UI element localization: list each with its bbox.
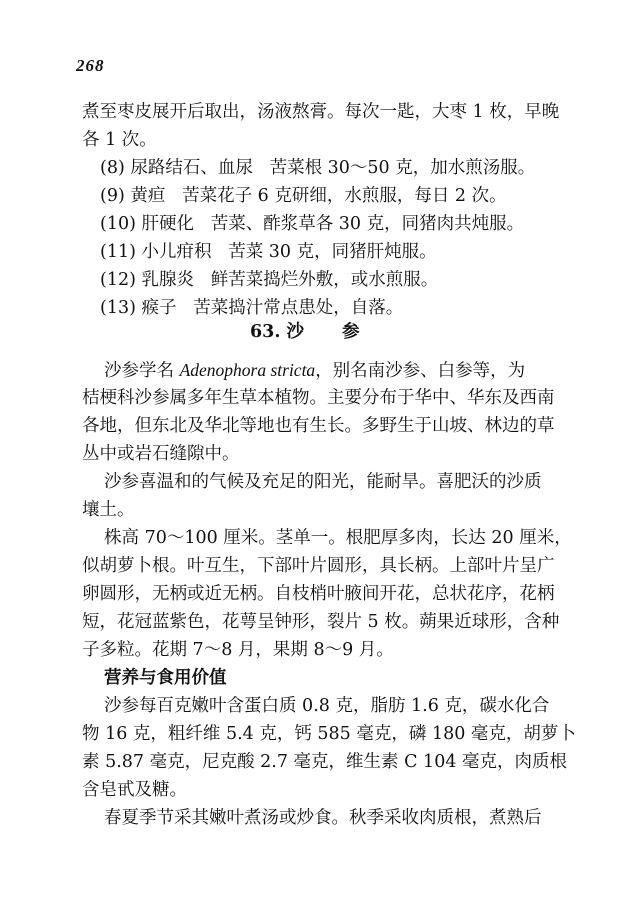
remedy-number: (10) [100, 214, 136, 234]
remedy-number: (12) [100, 270, 136, 290]
paragraph-line: 卵圆形，无柄或近无柄。自枝梢叶腋间开花，总状花序，花柄 [82, 584, 555, 604]
section-title-part2: 参 [342, 322, 360, 342]
paragraph-line: 子多粒。花期 7～8 月，果期 8～9 月。 [82, 640, 394, 660]
remedy-condition: 黄疸 [130, 186, 166, 206]
remedy-text: 苦菜花子 6 克研细，水煎服，每日 2 次。 [182, 186, 507, 206]
remedy-condition: 小儿疳积 [141, 242, 212, 262]
remedy-number: (9) [100, 186, 125, 206]
paragraph-line: 株高 70～100 厘米。茎单一。根肥厚多肉，长达 20 厘米， [104, 528, 572, 548]
remedy-item [82, 266, 582, 294]
latin-name: Adenophora stricta [179, 360, 316, 380]
remedy-item [82, 210, 582, 238]
remedy-text: 苦菜、酢浆草各 30 克，同猪肉共炖服。 [210, 214, 525, 234]
section-title [250, 318, 360, 343]
paragraph-line: 素 5.87 毫克，尼克酸 2.7 毫克，维生素 C 104 毫克，肉质根 [82, 752, 568, 772]
paragraph-line: 沙参喜温和的气候及充足的阳光，能耐旱。喜肥沃的沙质 [104, 472, 542, 492]
paragraph-line: 似胡萝卜根。叶互生，下部叶片圆形，具长柄。上部叶片呈广 [82, 556, 555, 576]
paragraph-line: 壤土。 [82, 500, 135, 520]
continuation-line-2: 各 1 次。 [82, 130, 157, 150]
remedy-item [82, 154, 582, 182]
section-body [82, 356, 582, 832]
paragraph-line: 含皂甙及糖。 [82, 780, 187, 800]
remedy-item [82, 182, 582, 210]
remedy-condition: 瘊子 [141, 298, 177, 318]
subheading: 营养与食用价值 [104, 668, 227, 688]
remedy-text: 苦菜 30 克，同猪肝炖服。 [228, 242, 437, 262]
text-fragment: ，别名南沙参、白参等，为 [315, 361, 526, 381]
paragraph-line: 短，花冠蓝紫色，花萼呈钟形，裂片 5 枚。蒴果近球形，含种 [82, 612, 560, 632]
remedy-condition: 肝硬化 [141, 214, 195, 234]
section-title-part1: 沙 [286, 322, 305, 342]
section-number: 63. [250, 322, 281, 342]
remedy-condition: 尿路结石、血尿 [130, 158, 253, 178]
text-fragment: 沙参学名 [104, 361, 180, 381]
page-number: 268 [76, 56, 105, 75]
paragraph-line [82, 356, 582, 384]
paragraph-line: 春夏季节采其嫩叶煮汤或炒食。秋季采收肉质根，煮熟后 [104, 808, 542, 828]
remedy-text: 苦菜根 30～50 克，加水煎汤服。 [269, 158, 536, 178]
remedy-text: 苦菜捣汁常点患处，自落。 [193, 298, 404, 318]
paragraph-line: 丛中或岩石缝隙中。 [82, 444, 240, 464]
remedy-number: (8) [100, 158, 125, 178]
paragraph-line: 物 16 克，粗纤维 5.4 克，钙 585 毫克，磷 180 毫克，胡萝卜 [82, 724, 576, 744]
paragraph-line: 桔梗科沙参属多年生草本植物。主要分布于华中、华东及西南 [82, 388, 555, 408]
remedy-number: (11) [100, 242, 136, 262]
remedy-condition: 乳腺炎 [141, 270, 195, 290]
continuation-line-1: 煮至枣皮展开后取出，汤液熬膏。每次一匙，大枣 1 枚，早晚 [82, 102, 560, 122]
remedy-number: (13) [100, 298, 136, 318]
remedies-block [82, 98, 582, 322]
paragraph-line: 沙参每百克嫩叶含蛋白质 0.8 克，脂肪 1.6 克，碳水化合 [104, 696, 550, 716]
remedy-text: 鲜苦菜捣烂外敷，或水煎服。 [210, 270, 439, 290]
paragraph-line: 各地，但东北及华北等地也有生长。多野生于山坡、林边的草 [82, 416, 555, 436]
remedy-item [82, 238, 582, 266]
